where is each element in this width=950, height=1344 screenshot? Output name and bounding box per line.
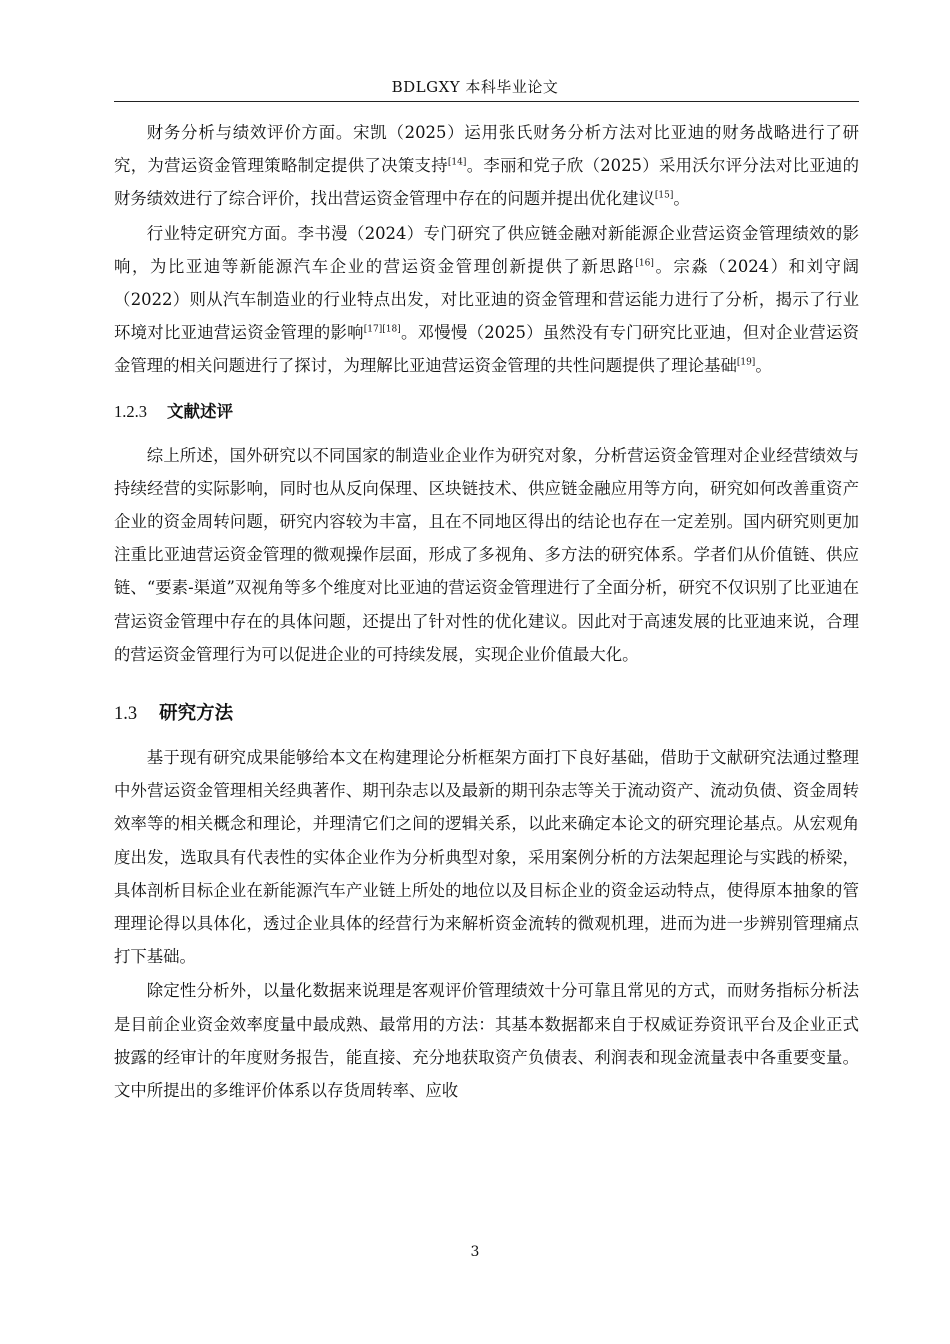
section-heading-1-3 bbox=[114, 699, 859, 729]
header-divider bbox=[114, 101, 859, 102]
citation-ref: [19] bbox=[736, 357, 756, 368]
section-number: 1.3 bbox=[114, 704, 138, 725]
section-title: 研究方法 bbox=[159, 703, 234, 725]
paragraph-text: 。宗淼（2024）和刘守阔（2022）则从汽车制造业的行业特点出发，对比亚迪的资金管理和营运能力进行了分析，揭示了行业环境对比亚迪营运资金管理的影响 bbox=[114, 256, 860, 343]
citation-ref: [16] bbox=[635, 258, 654, 269]
page-body bbox=[114, 116, 859, 1107]
citation-ref: [14] bbox=[447, 157, 467, 168]
paragraph-text: 。 bbox=[673, 189, 690, 209]
paragraph-literature-review: 综上所述，国外研究以不同国家的制造业企业作为研究对象，分析营运资金管理对企业经营绩效与持续经营的实际影响，同时也从反向保理、区块链技术、供应链金融应用等方向，研究如何改善重资产企业的资金周转问题，研究内容较为丰富，且在不同地区得出的结论也存在一定差别。国内研究则更加注重比亚迪营运资金管理的微观操作层面，形成了多视角、多方法的研究体系。学者们从价值链、供应链、“要素-渠道”双视角等多个维度对比亚迪的营运资金管理进行了全面分析，研究不仅识别了比亚迪在营运资金管理中存在的具体问题，还提出了针对性的优化建议。因此对于高速发展的比亚迪来说，合理的营运资金管理行为可以促进企业的可持续发展，实现企业价值最大化。 bbox=[114, 445, 859, 664]
paragraph-quantitative-analysis: 除定性分析外，以量化数据来说理是客观评价管理绩效十分可靠且常见的方式，而财务指标分析法是目前企业资金效率度量中最成熟、最常用的方法：其基本数据都来自于权威证券资讯平台及企业正式披露的经审计的年度财务报告，能直接、充分地获取资产负债表、利润表和现金流量表中各重要变量。文中所提出的多维评价体系以存货周转率、应收 bbox=[114, 981, 859, 1101]
citation-ref: [17][18] bbox=[363, 324, 401, 335]
paragraph-text: 。李丽和党子欣（2025）采用沃尔评分法对比亚迪的财务绩效进行了综合评价，找出营运资金管理中存在的问题并提出优化建议 bbox=[114, 156, 860, 209]
paragraph-financial-analysis bbox=[114, 116, 859, 216]
section-title: 文献述评 bbox=[167, 401, 233, 421]
section-heading-1-2-3 bbox=[114, 397, 859, 427]
citation-ref: [15] bbox=[654, 190, 674, 201]
paragraph-research-methods: 基于现有研究成果能够给本文在构建理论分析框架方面打下良好基础，借助于文献研究法通过整理中外营运资金管理相关经典著作、期刊杂志以及最新的期刊杂志等关于流动资产、流动负债、资金周转效率等的相关概念和理论，并理清它们之间的逻辑关系，以此来确定本论文的研究理论基点。从宏观角度出发，选取具有代表性的实体企业作为分析典型对象，采用案例分析的方法架起理论与实践的桥梁，具体剖析目标企业在新能源汽车产业链上所处的地位以及目标企业的资金运动特点，使得原本抽象的管理理论得以具体化，透过企业具体的经营行为来解析资金流转的微观机理，进而为进一步辨别管理痛点打下基础。 bbox=[114, 748, 859, 967]
page-number: 3 bbox=[470, 1244, 480, 1260]
paragraph-text: 。 bbox=[755, 356, 772, 376]
running-header: BDLGXY 本科毕业论文 bbox=[391, 78, 559, 96]
paragraph-text: 财务分析与绩效评价方面。宋凯（2025）运用张氏财务分析方法对比亚迪的财务战略进行了研究，为营运资金管理策略制定提供了决策支持 bbox=[114, 123, 859, 176]
section-number: 1.2.3 bbox=[114, 401, 147, 421]
paragraph-text: 行业特定研究方面。李书漫（2024）专门研究了供应链金融对新能源企业营运资金管理绩效的影响，为比亚迪等新能源汽车企业的营运资金管理创新提供了新思路 bbox=[114, 223, 859, 276]
paragraph-text: 。邓慢慢（2025）虽然没有专门研究比亚迪，但对企业营运资金管理的相关问题进行了探讨，为理解比亚迪营运资金管理的共性问题提供了理论基础 bbox=[114, 323, 859, 376]
paragraph-industry-research bbox=[114, 217, 859, 383]
